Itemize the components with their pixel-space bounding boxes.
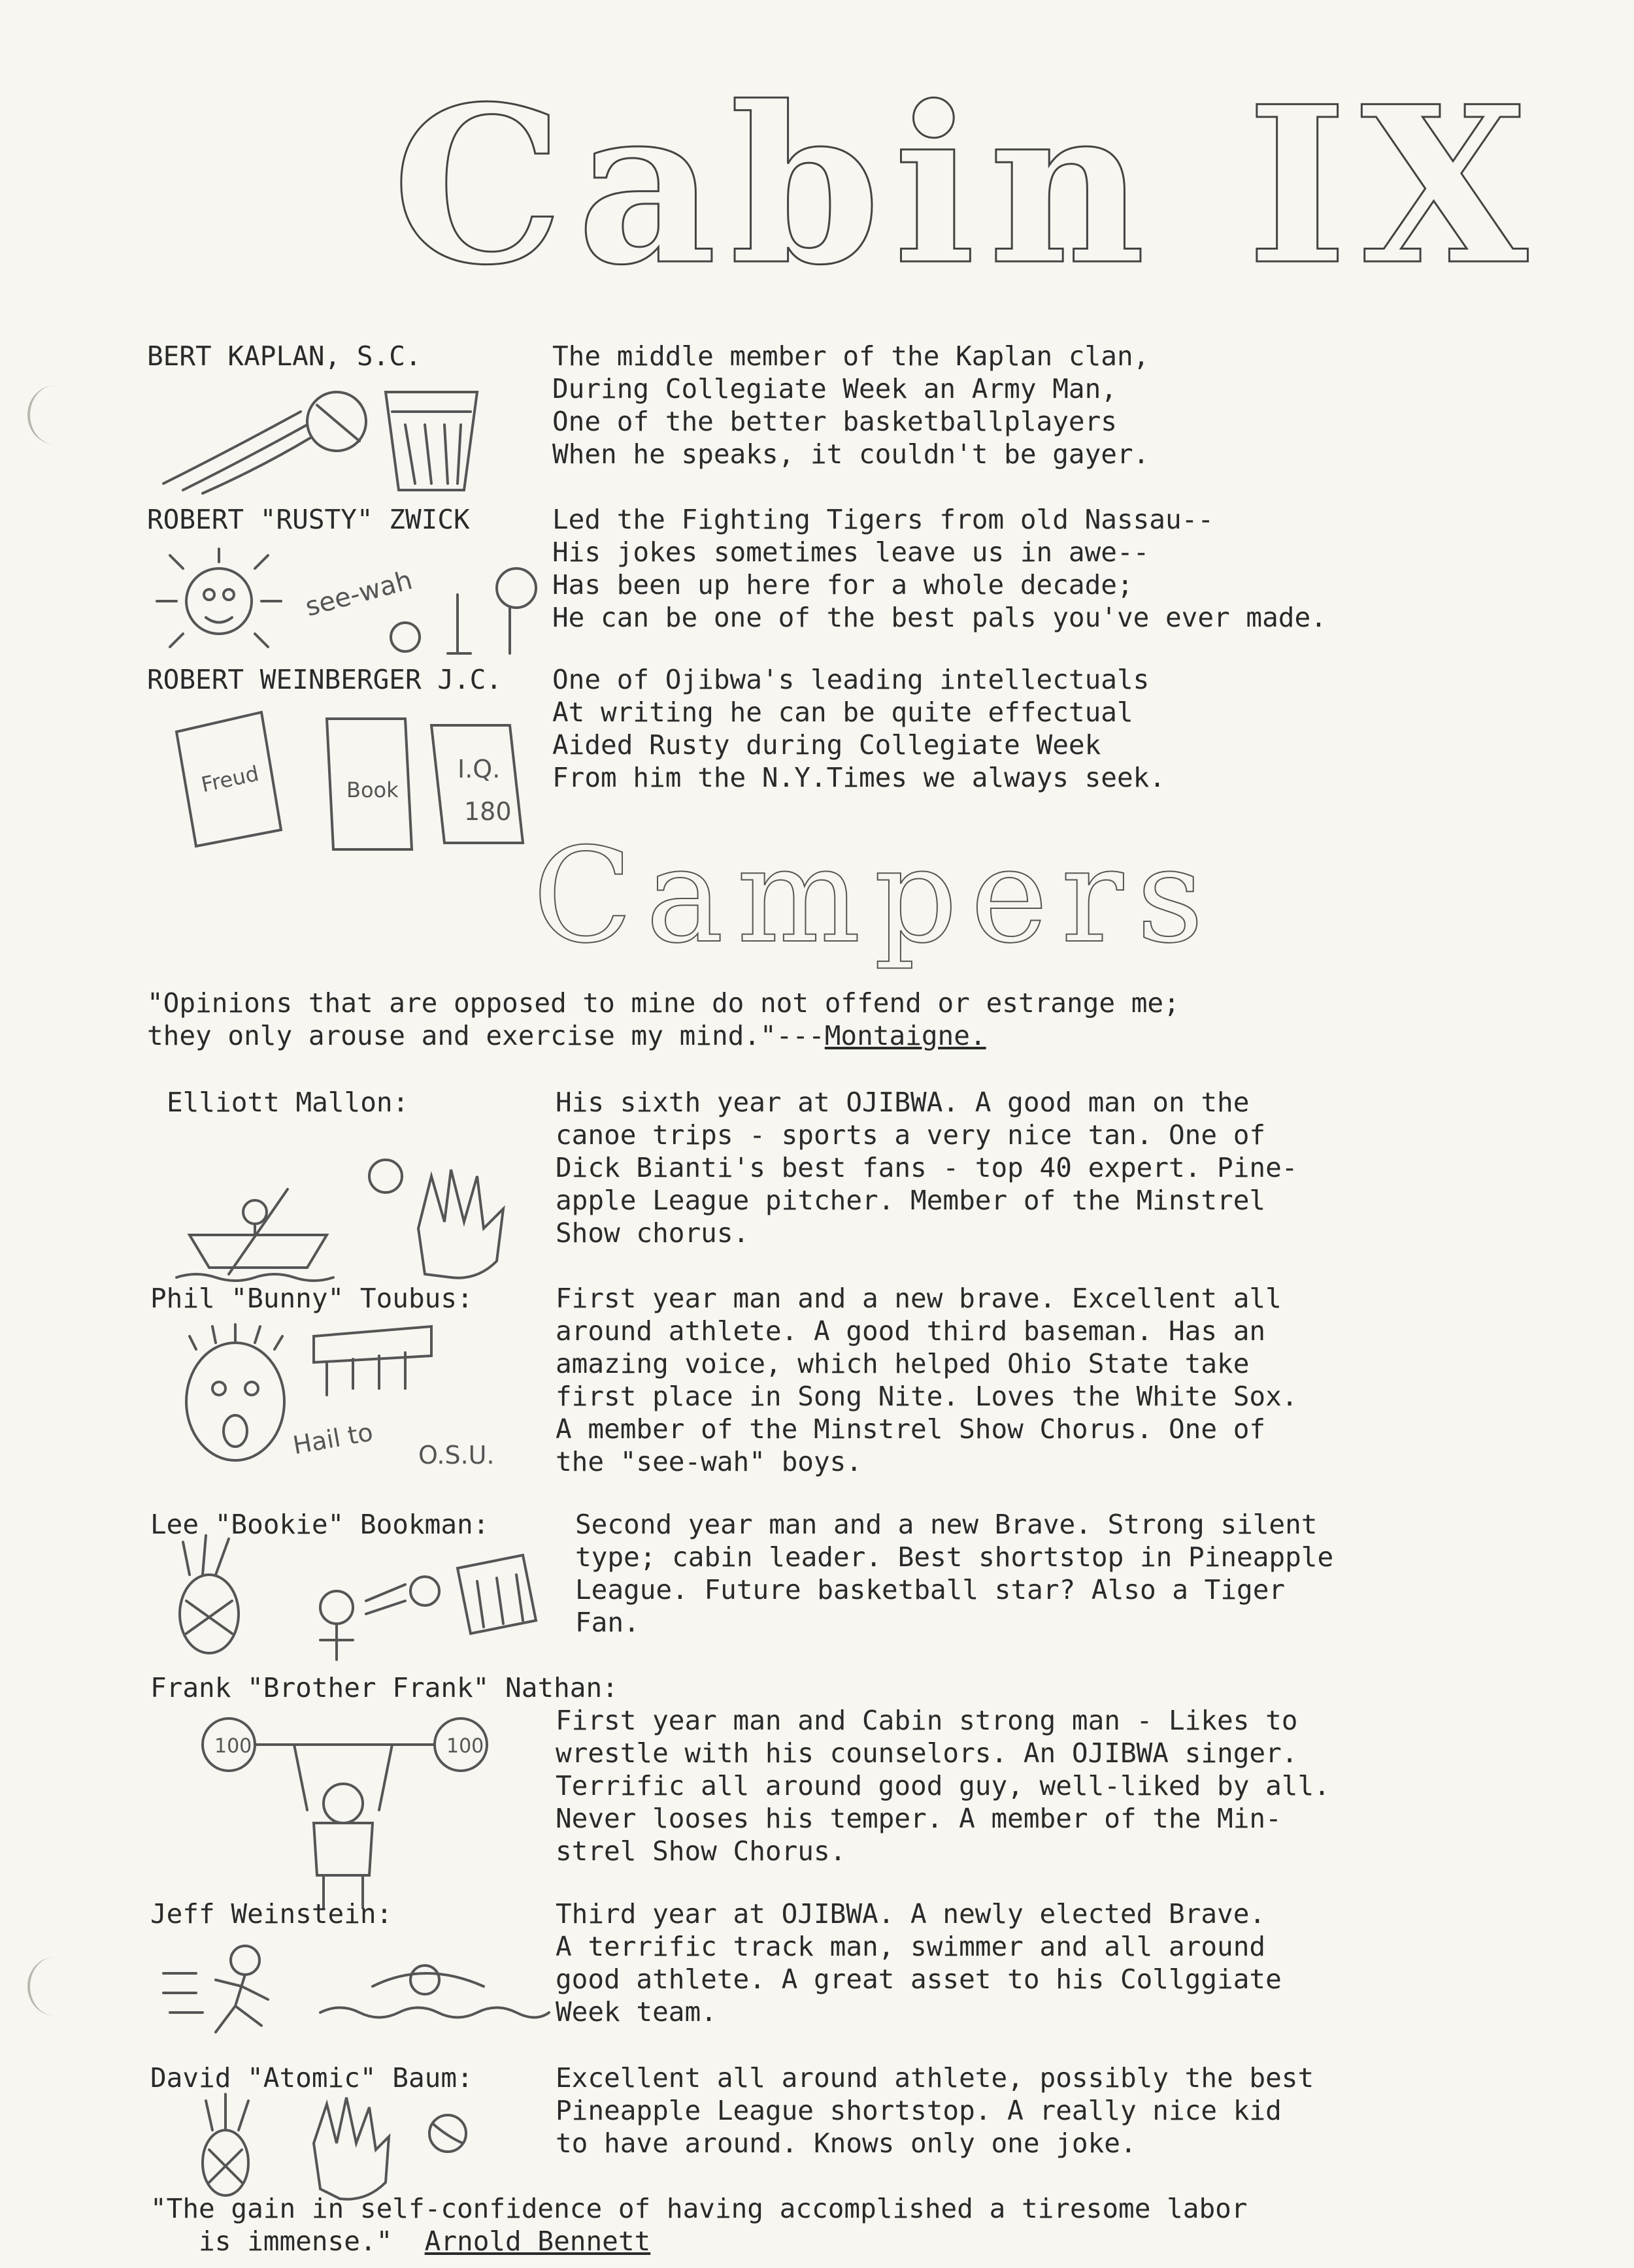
quote-bottom-text: "The gain in self-confidence of having accomplished a tiresome labor is immense." [150,2193,1248,2257]
weightlifter-doodle [196,1705,497,1915]
basketball-doodle [150,386,490,497]
counselor-verse-kaplan: The middle member of the Kaplan clan, During Collegiate Week an Army Man, One of the better basketballplayers When he speaks, it couldn't be gayer. [552,340,1150,470]
camper-desc-weinstein: Third year at OJIBWA. A newly elected Brave. A terrific track man, swimmer and all around good athlete. A great asset to his Collggiate Week team. [556,1898,1282,2028]
quote-top-author: Montaigne. [824,1020,986,1051]
binder-hole-top [27,386,82,444]
counselor-verse-zwick: Led the Fighting Tigers from old Nassau-- His jokes sometimes leave us in awe-- Has been up here for a whole decade; He can be one of the best pals you've ever made. [552,504,1327,633]
camper-name-toubus: Phil "Bunny" Toubus: [150,1283,473,1314]
iq-value: 180 [464,797,512,826]
see-wah-label: see-wah [302,565,416,623]
camper-name-bookman: Lee "Bookie" Bookman: [150,1509,490,1540]
counselor-name-weinberger: ROBERT WEINBERGER J.C. [147,664,503,695]
quote-top-text: "Opinions that are opposed to mine do not offend or estrange me; they only arouse and exercise my mind."--- [147,987,1180,1051]
camper-desc-nathan: First year man and Cabin strong man - Likes to wrestle with his counselors. An OJIBWA singer. Terrific all around good guy, well-liked by all. Never looses his temper. A member of the Min- strel Show Chorus. [556,1705,1330,1867]
pineapple-glove-ball-doodle [190,2091,503,2202]
camper-desc-mallon: His sixth year at OJIBWA. A good man on the canoe trips - sports a very nice tan. One of Dick Bianti's best fans - top 40 expert. Pine- apple League pitcher. Member of the Minstrel Show chorus. [556,1087,1298,1249]
camper-name-mallon: Elliott Mallon: [167,1087,409,1118]
pineapple-hoop-doodle [170,1529,562,1666]
runner-swimmer-doodle [157,1934,562,2045]
quote-bottom [150,2192,1248,2258]
counselor-verse-weinberger: One of Ojibwa's leading intellectuals At writing he can be quite effectual Aided Rusty during Collegiate Week From him the N.Y.Times we always seek. [552,664,1165,793]
sun-face-doodle [144,555,549,673]
page-title: Cabin IX [392,59,1541,312]
camper-desc-toubus: First year man and a new brave. Excellent all around athlete. A good third baseman. Has an amazing voice, which helped Ohio State take first place in Song Nite. Loves the White Sox. A member of the Minstrel Show Chorus. One of the "see-wah" boys. [556,1283,1298,1477]
camper-name-weinstein: Jeff Weinstein: [150,1898,393,1930]
books-doodle [170,699,575,849]
osu-label: O.S.U. [418,1441,495,1470]
weight-label-left: 100 [214,1735,252,1758]
quote-top [147,987,1180,1052]
weight-label-right: 100 [446,1735,484,1758]
canoe-glove-doodle [170,1150,536,1287]
singing-face-doodle [170,1323,562,1473]
freud-book-label: Freud [199,761,261,798]
counselor-name-kaplan: BERT KAPLAN, S.C. [147,340,422,372]
book-label: Book [346,778,399,802]
camper-name-nathan: Frank "Brother Frank" Nathan: [150,1672,618,1703]
iq-label: I.Q. [458,755,501,783]
binder-hole-bottom [27,1957,82,2016]
campers-heading: Campers [533,820,1217,972]
counselor-name-zwick: ROBERT "RUSTY" ZWICK [147,504,470,535]
camper-desc-baum: Excellent all around athlete, possibly the best Pineapple League shortstop. A really nice kid to have around. Knows only one joke. [556,2062,1314,2159]
camper-desc-bookman: Second year man and a new Brave. Strong silent type; cabin leader. Best shortstop in Pineapple League. Future basketball star? Also a Tiger Fan. [575,1509,1334,1638]
quote-bottom-author: Arnold Bennett [424,2226,651,2257]
camper-name-baum: David "Atomic" Baum: [150,2062,473,2094]
hail-label: Hail to [290,1417,375,1460]
